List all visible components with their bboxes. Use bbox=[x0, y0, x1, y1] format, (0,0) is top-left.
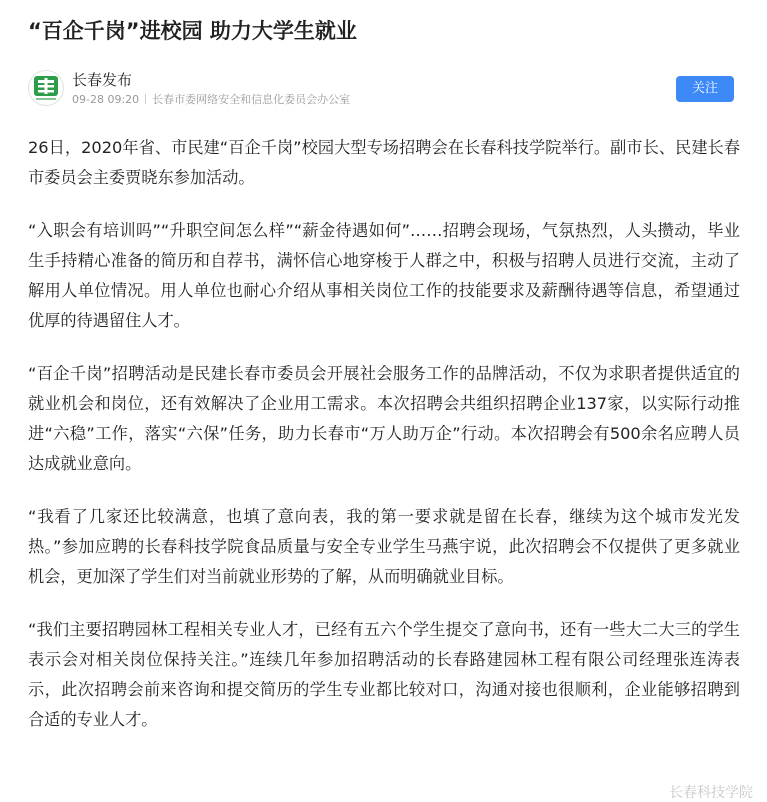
watermark: 长春科技学院 bbox=[669, 785, 753, 801]
article-meta bbox=[72, 92, 350, 108]
author-bar bbox=[28, 68, 738, 116]
source-organization: 长春市委网络安全和信息化委员会办公室 bbox=[152, 93, 351, 106]
publish-date: 09-28 09:20 bbox=[72, 93, 140, 106]
paragraph-4: “我看了几家还比较满意，也填了意向表，我的第一要求就是留在长春，继续为这个城市发光发热。”参加应聘的长春科技学院食品质量与安全专业学生马燕宇说，此次招聘会不仅提供了更多就业机会，更加深了学生们对当前就业形势的了解，从而明确就业目标。 bbox=[28, 507, 740, 586]
author-name[interactable]: 长春发布 bbox=[72, 71, 133, 89]
article-body bbox=[28, 133, 740, 758]
changchun-fabu-logo-icon[interactable] bbox=[28, 70, 64, 106]
paragraph-5: “我们主要招聘园林工程相关专业人才，已经有五六个学生提交了意向书，还有一些大二大三的学生表示会对相关岗位保持关注。”连续几年参加招聘活动的长春路建园林工程有限公司经理张连涛表示，此次招聘会前来咨询和提交简历的学生专业都比较对口，沟通对接也很顺利，企业能够招聘到合适的专业人才。 bbox=[28, 620, 740, 729]
article-title: “百企千岗”进校园 助力大学生就业 bbox=[28, 19, 357, 43]
paragraph-1: 26日，2020年省、市民建“百企千岗”校园大型专场招聘会在长春科技学院举行。副市长、民建长春市委员会主委贾晓东参加活动。 bbox=[28, 138, 740, 187]
meta-divider bbox=[145, 94, 146, 104]
paragraph-3: “百企千岗”招聘活动是民建长春市委员会开展社会服务工作的品牌活动，不仅为求职者提供适宜的就业机会和岗位，还有效解决了企业用工需求。本次招聘会共组织招聘企业137家，以实际行动推进“六稳”工作，落实“六保”任务，助力长春市“万人助万企”行动。本次招聘会有500余名应聘人员达成就业意向。 bbox=[28, 364, 740, 473]
paragraph-2: “入职会有培训吗”“升职空间怎么样”“薪金待遇如何”……招聘会现场，气氛热烈，人头攒动，毕业生手持精心准备的简历和自荐书，满怀信心地穿梭于人群之中，积极与招聘人员进行交流，主动了解用人单位情况。用人单位也耐心介绍从事相关岗位工作的技能要求及薪酬待遇等信息，希望通过优厚的待遇留住人才。 bbox=[28, 221, 740, 330]
follow-button[interactable]: 关注 bbox=[676, 76, 734, 102]
